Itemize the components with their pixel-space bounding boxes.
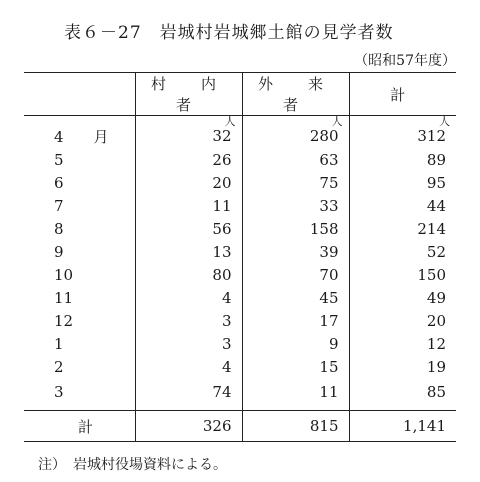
total-value: 85 — [349, 378, 456, 411]
outside-value: 15 — [242, 355, 349, 378]
outside-cell — [242, 116, 349, 149]
table-row — [24, 240, 456, 263]
visitor-table — [24, 72, 456, 442]
outside-value: 11 — [242, 378, 349, 411]
table-row — [24, 217, 456, 240]
unit-label: 人 — [224, 115, 236, 128]
village-value: 13 — [135, 240, 242, 263]
table-row — [24, 148, 456, 171]
outside-value: 9 — [242, 332, 349, 355]
unit-label: 人 — [331, 115, 343, 128]
total-row — [24, 411, 456, 442]
header-outside: 外 来 者 — [242, 73, 349, 116]
unit-label: 人 — [439, 115, 450, 128]
outside-value: 158 — [242, 217, 349, 240]
total-cell — [349, 116, 456, 149]
table-row — [24, 332, 456, 355]
table-row — [24, 309, 456, 332]
header-total: 計 — [349, 73, 456, 116]
table-row — [24, 194, 456, 217]
row-label: 8 — [54, 219, 64, 238]
total-value: 19 — [349, 355, 456, 378]
table-row — [24, 263, 456, 286]
outside-value: 70 — [242, 263, 349, 286]
total-value: 52 — [349, 240, 456, 263]
table-title: 表６－27 岩城村岩城郷土館の見学者数 — [64, 23, 394, 43]
village-cell — [135, 116, 242, 149]
village-value: 4 — [135, 355, 242, 378]
total-value: 12 — [349, 332, 456, 355]
village-value: 4 — [135, 286, 242, 309]
table-subtitle: （昭和57年度） — [354, 53, 456, 69]
total-value: 44 — [349, 194, 456, 217]
village-value: 3 — [135, 309, 242, 332]
village-value: 80 — [135, 263, 242, 286]
row-label: 1 — [54, 334, 64, 353]
village-value: 3 — [135, 332, 242, 355]
row-label: 4 月 — [54, 127, 109, 146]
row-label: 3 — [54, 383, 64, 401]
table-row — [24, 286, 456, 309]
row-label: 5 — [54, 150, 64, 169]
outside-value: 75 — [242, 171, 349, 194]
outside-value: 63 — [242, 148, 349, 171]
header-village: 村 内 者 — [135, 73, 242, 116]
outside-value: 45 — [242, 286, 349, 309]
row-label: 11 — [54, 288, 74, 307]
row-label: 12 — [54, 311, 74, 330]
outside-value: 39 — [242, 240, 349, 263]
outside-value: 280 — [309, 127, 339, 145]
outside-value: 33 — [242, 194, 349, 217]
village-value: 74 — [135, 378, 242, 411]
total-value: 20 — [349, 309, 456, 332]
table-row — [24, 116, 456, 149]
table-row — [24, 355, 456, 378]
total-row-label: 計 — [24, 411, 135, 442]
row-label: 9 — [54, 242, 64, 261]
table-row — [24, 378, 456, 411]
row-label: 2 — [54, 357, 64, 376]
village-value: 20 — [135, 171, 242, 194]
village-value: 26 — [135, 148, 242, 171]
table-row — [24, 171, 456, 194]
row-label: 7 — [54, 196, 64, 215]
total-village-value: 326 — [135, 411, 242, 442]
village-value: 11 — [135, 194, 242, 217]
header-row — [24, 73, 456, 116]
total-value: 150 — [349, 263, 456, 286]
total-value: 49 — [349, 286, 456, 309]
header-label — [24, 73, 135, 116]
total-outside-value: 815 — [242, 411, 349, 442]
total-value: 89 — [349, 148, 456, 171]
village-value: 32 — [212, 127, 232, 145]
total-value: 214 — [349, 217, 456, 240]
grand-total-value: 1,141 — [349, 411, 456, 442]
row-label: 10 — [54, 265, 74, 284]
total-value: 312 — [417, 127, 446, 145]
source-footnote: 注） 岩城村役場資料による。 — [38, 457, 227, 473]
total-value: 95 — [349, 171, 456, 194]
row-label: 6 — [54, 173, 64, 192]
outside-value: 17 — [242, 309, 349, 332]
village-value: 56 — [135, 217, 242, 240]
